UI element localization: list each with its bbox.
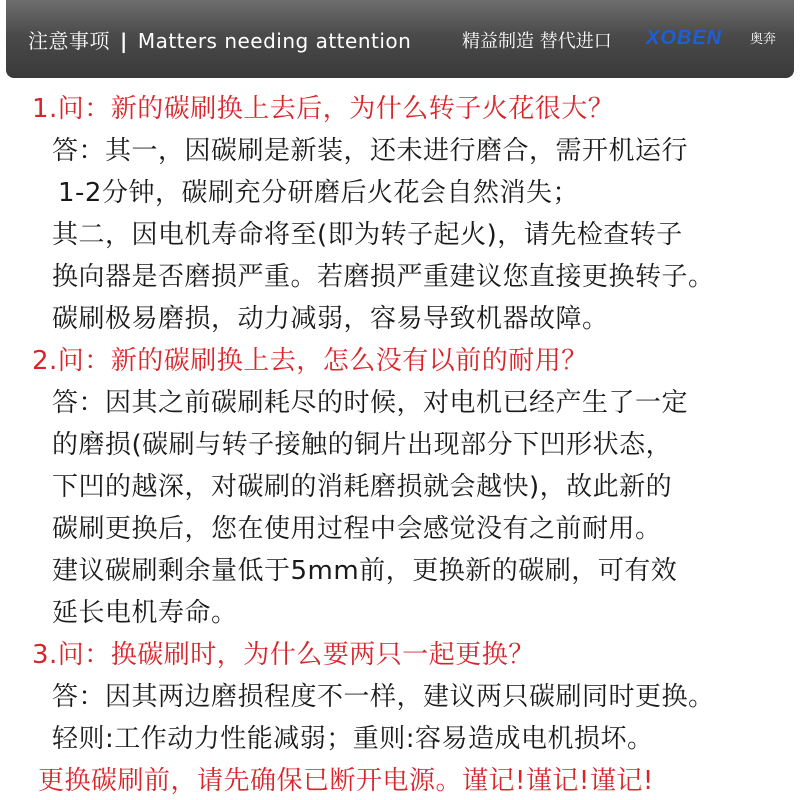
logo-cn-mark: 奥奔	[750, 32, 777, 47]
answer-3-line-2: 轻则:工作动力性能减弱；重则:容易造成电机损坏。	[52, 724, 654, 754]
header-slogan: 精益制造 替代进口	[462, 31, 612, 52]
answer-1-line-5: 碳刷极易磨损，动力减弱，容易导致机器故障。	[52, 304, 609, 334]
logo-wordmark: XOBEN	[646, 27, 723, 49]
answer-3-line-1: 答：因其两边磨损程度不一样，建议两只碳刷同时更换。	[52, 682, 715, 712]
answer-2-line-2: 的磨损(碳刷与转子接触的铜片出现部分下凹形状态，	[52, 430, 673, 460]
answer-2-line-6: 延长电机寿命。	[52, 598, 238, 628]
answer-2-line-3: 下凹的越深，对碳刷的消耗磨损就会越快)，故此新的	[52, 472, 673, 502]
question-1: 1.问：新的碳刷换上去后，为什么转子火花很大？	[32, 94, 615, 124]
answer-1-line-1: 答：其一，因碳刷是新装，还未进行磨合，需开机运行	[52, 136, 689, 166]
brand-logo	[646, 24, 786, 50]
safety-warning: 更换碳刷前，请先确保已断开电源。谨记!谨记!谨记!	[38, 766, 654, 796]
answer-1-line-4: 换向器是否磨损严重。若磨损严重建议您直接更换转子。	[52, 262, 715, 292]
header-title-en: Matters needing attention	[137, 29, 412, 53]
answer-2-line-5: 建议碳刷剩余量低于5mm前，更换新的碳刷，可有效	[52, 556, 678, 586]
header-title-group	[28, 25, 411, 54]
header-separator: |	[120, 29, 128, 53]
answer-2-line-1: 答：因其之前碳刷耗尽的时候，对电机已经产生了一定	[52, 388, 689, 418]
question-2: 2.问：新的碳刷换上去，怎么没有以前的耐用？	[32, 346, 588, 376]
answer-1-line-3: 其二，因电机寿命将至(即为转子起火)，请先检查转子	[52, 220, 683, 250]
answer-1-line-2: 1-2分钟，碳刷充分研磨后火花会自然消失；	[58, 178, 579, 208]
answer-2-line-4: 碳刷更换后，您在使用过程中会感觉没有之前耐用。	[52, 514, 662, 544]
question-3: 3.问：换碳刷时，为什么要两只一起更换？	[32, 640, 535, 670]
header-title-cn: 注意事项	[28, 29, 110, 53]
header-banner	[6, 0, 794, 78]
xoben-logo-icon	[646, 24, 786, 50]
